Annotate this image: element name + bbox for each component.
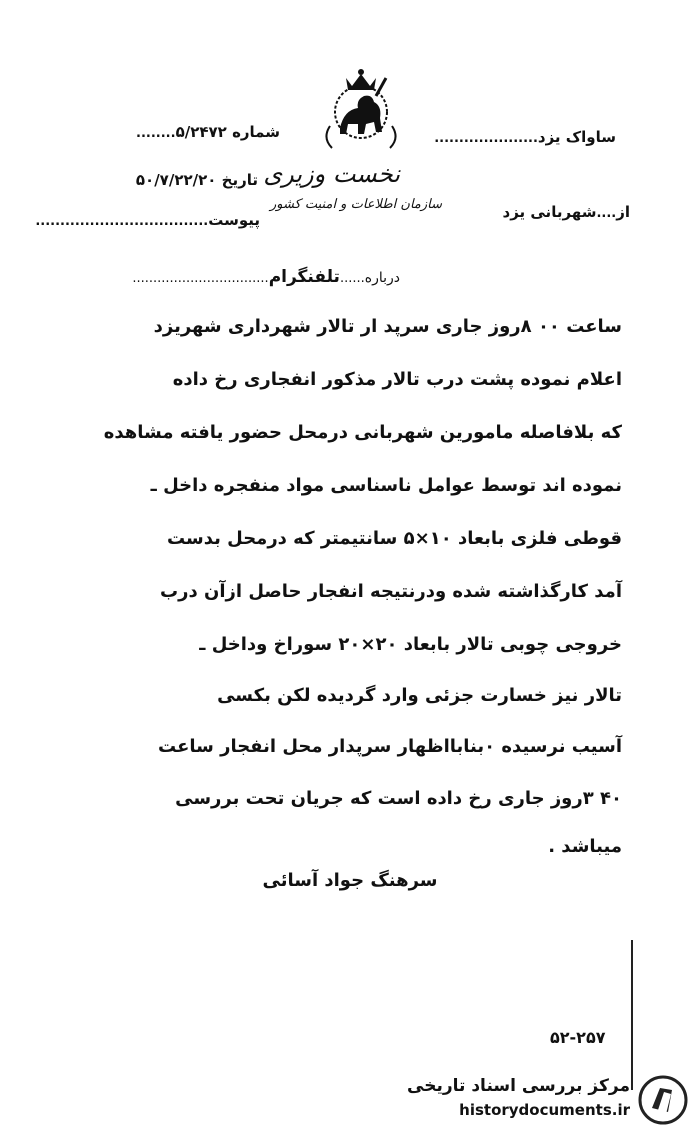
body-line: ۴۰ ۳روز جاری رخ داده است که جریان تحت بررسی	[175, 788, 622, 809]
from-field	[503, 203, 631, 221]
date-field	[136, 171, 258, 189]
archive-title: مرکز بررسی اسناد تاریخی	[407, 1076, 630, 1096]
subject-dots-a: ......	[339, 271, 365, 286]
subject-dots-b: .................................	[132, 271, 269, 286]
date-label: تاریخ	[221, 171, 258, 189]
signature: سرهنگ جواد آسائی	[262, 870, 438, 891]
ministry-title: نخست وزیری	[263, 160, 400, 188]
lion-and-sun-emblem-icon	[316, 66, 406, 156]
sender-label: ساواک یزد	[537, 128, 616, 146]
number-dots: ........	[136, 126, 176, 141]
archive-logo-icon	[638, 1074, 688, 1126]
body-line: که بلافاصله مامورین شهربانی درمحل حضور یافته مشاهده	[103, 422, 622, 443]
body-line: قوطی فلزی بابعاد ۱۰×۵ سانتیمتر که درمحل بدست	[166, 528, 622, 549]
subject-label: درباره	[364, 270, 400, 286]
from-value: شهربانی یزد	[502, 203, 597, 221]
body-line: آسیب نرسیده ۰بنابااظهار سرپدار محل انفجار ساعت	[158, 736, 622, 757]
body-line: نموده اند توسط عوامل ناسناسی مواد منفجره داخل ـ	[150, 475, 622, 496]
subject-value: تلفنگرام	[268, 267, 340, 287]
attachment-field	[35, 211, 260, 229]
archive-website: historydocuments.ir	[459, 1101, 630, 1119]
number-value: ۵/۲۴۷۲	[175, 123, 227, 141]
number-field	[136, 123, 280, 141]
sender-dots: .....................	[434, 131, 538, 146]
body-line: میباشد .	[548, 836, 622, 857]
number-label: شماره	[232, 123, 280, 141]
from-dots: ....	[596, 206, 617, 221]
body-line: آمد کارگذاشته شده ودرنتیجه انفجار حاصل ازآن درب	[160, 581, 622, 602]
body-line: اعلام نموده پشت درب تالار مذکور انفجاری رخ داده	[172, 369, 622, 390]
subject-field	[132, 267, 400, 287]
body-line: خروجی چوبی تالار بابعاد ۲۰×۲۰ سوراخ وداخل ـ	[199, 634, 622, 655]
attachment-label: پیوست	[208, 211, 260, 229]
document-number: ۵۲-۲۵۷	[550, 1028, 606, 1047]
body-line: تالار نیز خسارت جزئی وارد گردیده لکن بکسی	[217, 685, 622, 706]
organization-name: سازمان اطلاعات و امنیت کشور	[269, 197, 442, 212]
from-label: از	[616, 203, 630, 221]
margin-rule	[631, 940, 633, 1090]
body-line: ساعت ۰۰ ۸روز جاری سرپد ار تالار شهرداری شهریزد	[153, 316, 622, 337]
date-value: ۵۰/۷/۲۲/۲۰	[135, 171, 217, 189]
sender-field	[434, 128, 616, 146]
attachment-dots: ...................................	[35, 214, 209, 229]
